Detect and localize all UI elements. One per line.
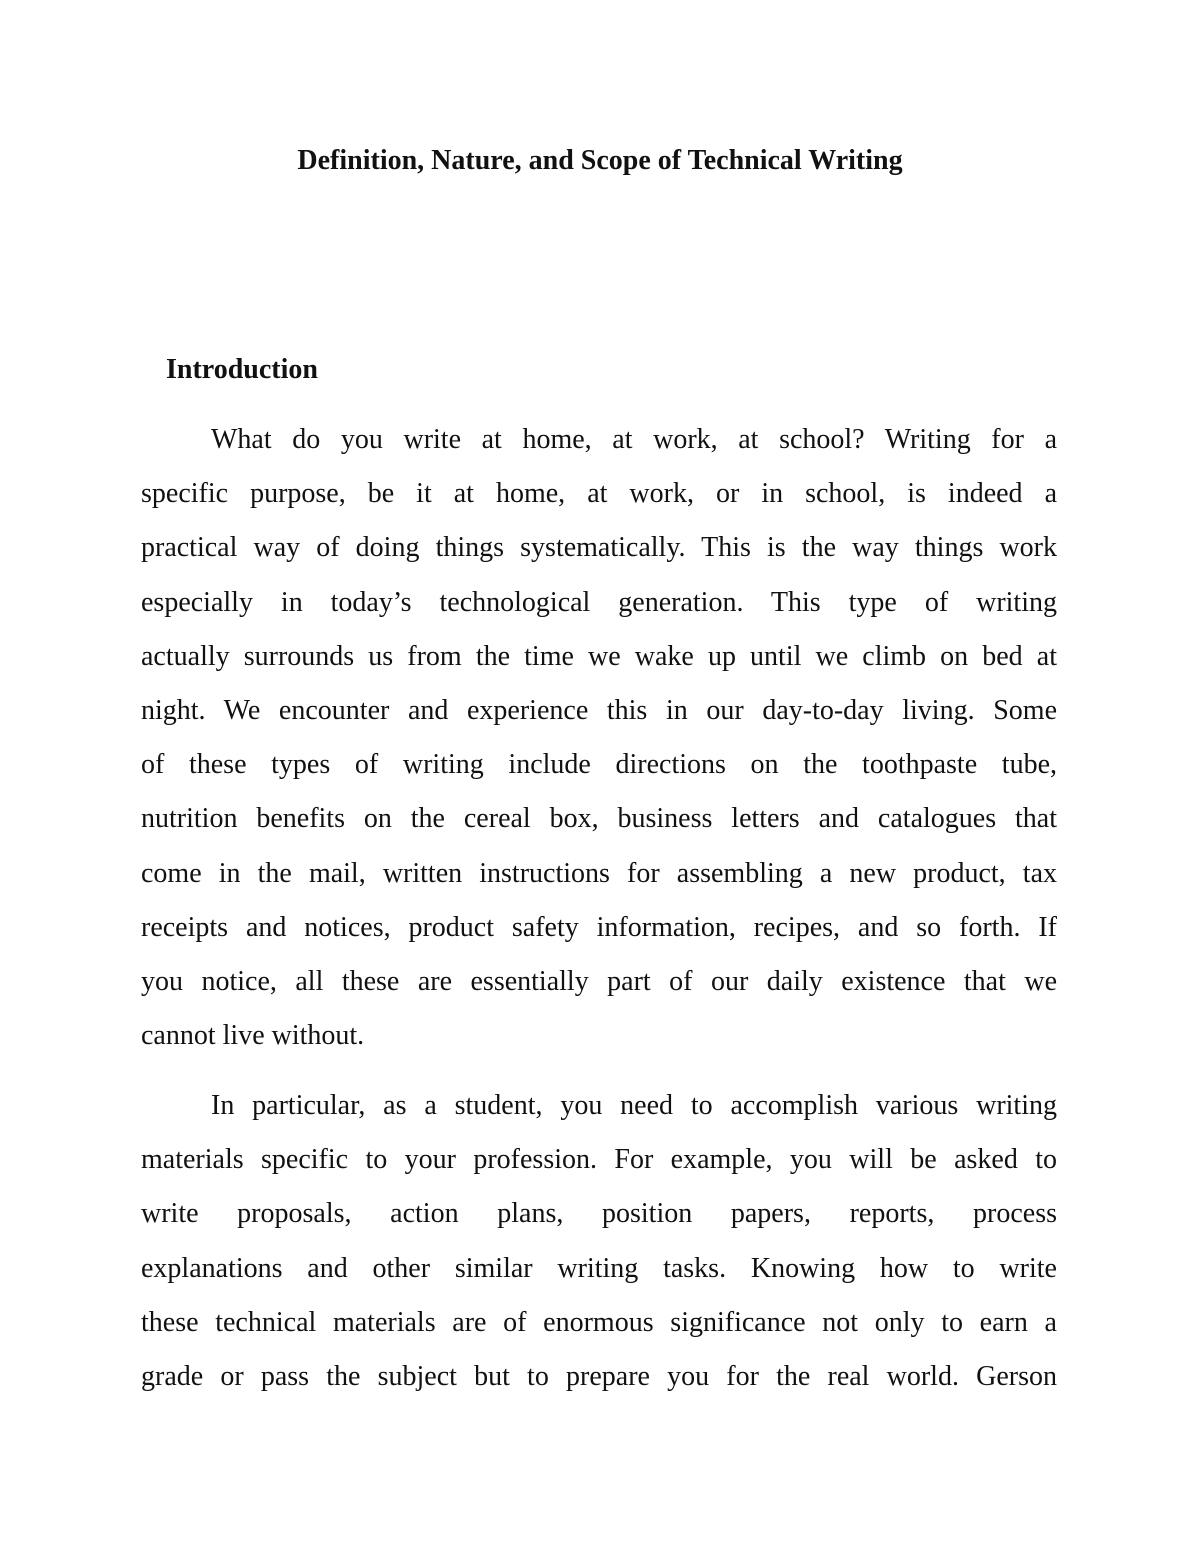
paragraph-1 bbox=[141, 413, 1057, 1063]
paragraph-line: write proposals, action plans, position papers, reports, process bbox=[141, 1198, 1057, 1230]
paragraph-line: materials specific to your profession. For example, you will be asked to bbox=[141, 1144, 1057, 1176]
paragraph-line: practical way of doing things systematically. This is the way things work bbox=[141, 532, 1057, 564]
paragraph-line: night. We encounter and experience this in our day-to-day living. Some bbox=[141, 694, 1057, 726]
paragraph-line: grade or pass the subject but to prepare you for the real world. Gerson bbox=[141, 1360, 1057, 1392]
paragraph-line: nutrition benefits on the cereal box, business letters and catalogues that bbox=[141, 803, 1057, 835]
paragraph-line: especially in today’s technological generation. This type of writing bbox=[141, 586, 1057, 618]
paragraph-line: actually surrounds us from the time we wake up until we climb on bed at bbox=[141, 640, 1057, 672]
paragraph-line: these technical materials are of enormous significance not only to earn a bbox=[141, 1306, 1057, 1338]
document-title: Definition, Nature, and Scope of Technical Writing bbox=[297, 145, 903, 176]
paragraph-2 bbox=[141, 1079, 1057, 1404]
paragraph-line: In particular, as a student, you need to accomplish various writing bbox=[211, 1090, 1057, 1121]
paragraph-line: receipts and notices, product safety information, recipes, and so forth. If bbox=[141, 911, 1057, 943]
paragraph-line: cannot live without. bbox=[141, 1020, 365, 1052]
paragraph-line: specific purpose, be it at home, at work, or in school, is indeed a bbox=[141, 478, 1057, 510]
paragraph-line: of these types of writing include directions on the toothpaste tube, bbox=[141, 749, 1057, 781]
paragraph-line: come in the mail, written instructions for assembling a new product, tax bbox=[141, 857, 1057, 889]
paragraph-line: What do you write at home, at work, at school? Writing for a bbox=[211, 424, 1057, 455]
paragraph-line: explanations and other similar writing tasks. Knowing how to write bbox=[141, 1252, 1057, 1284]
paragraph-line: you notice, all these are essentially part of our daily existence that we bbox=[141, 965, 1057, 997]
section-heading-introduction: Introduction bbox=[166, 354, 318, 385]
